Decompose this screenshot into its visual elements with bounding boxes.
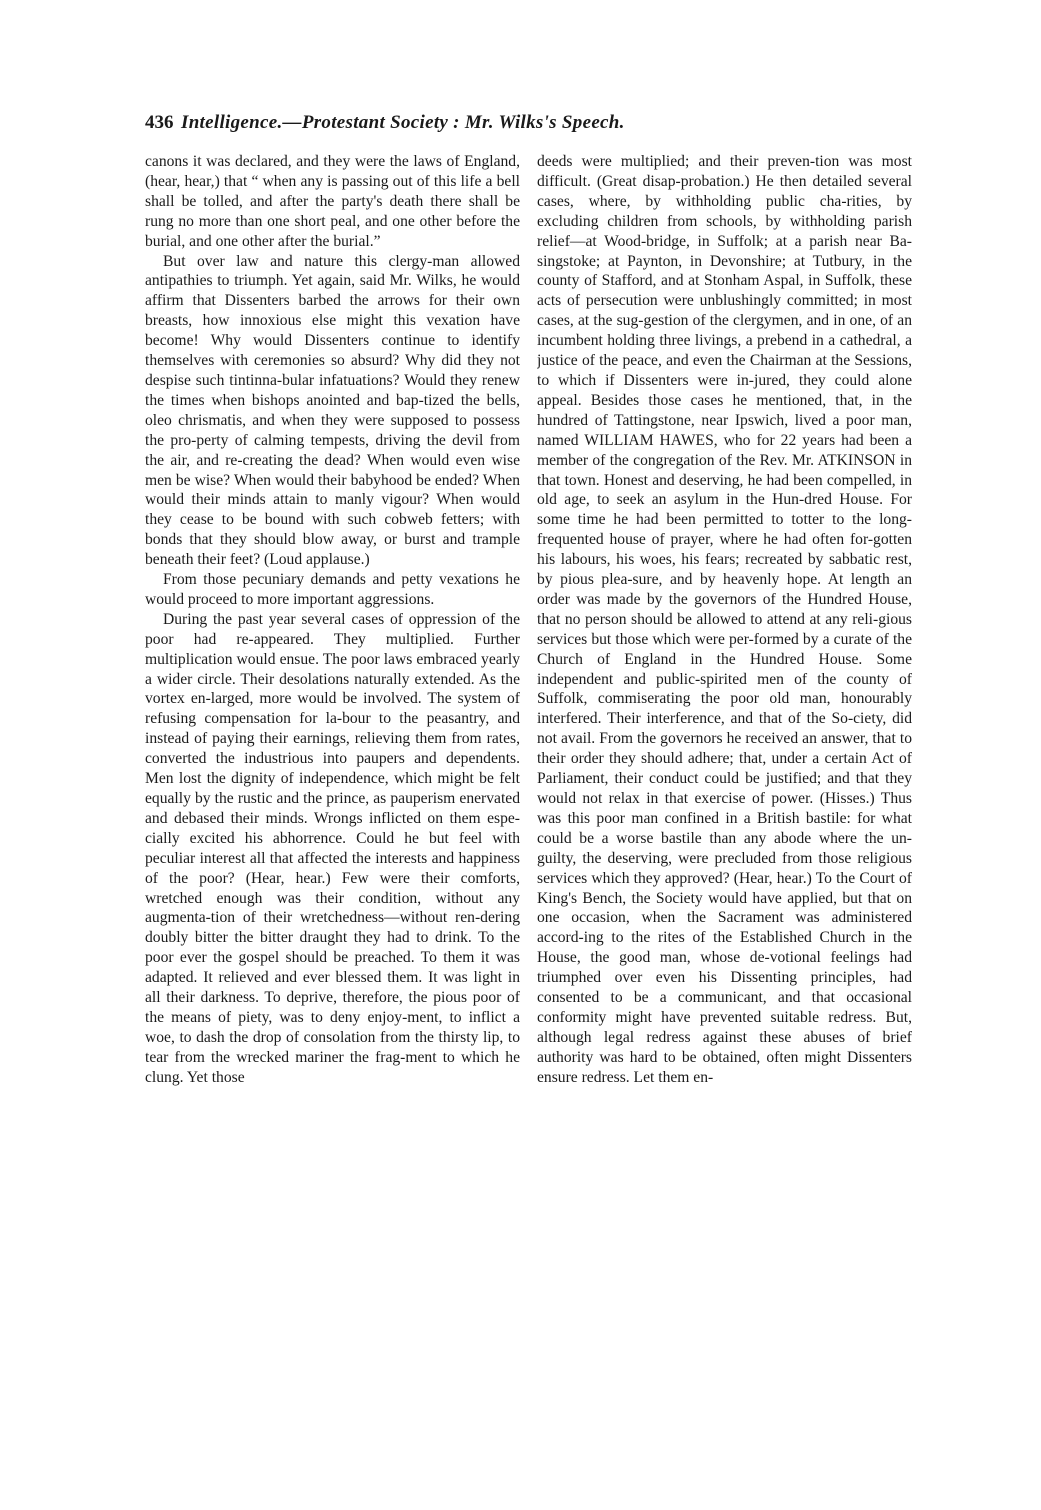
paragraph: canons it was declared, and they were the laws of England, (hear, hear,) that “ when any is passing out of this life a bell shall be tolled, and after the party's death there shall be rung no more than one short peal, and one other before the burial, and one other after the burial.” <box>145 153 520 250</box>
paragraph: During the past year several cases of oppression of the poor had re-appeared. They multiplied. Further multiplication would ensue. The poor laws embraced yearly a wider circle. Their desolations naturally extended. As the vortex en-larged, more would be involved. The system of refusing compensation for la-bour to the peasantry, and instead of paying their earnings, relieving them from rates, converted the industrious into paupers and dependents. Men lost the dignity of independence, which might be felt equally by the rustic and the prince, as pauperism enervated and debased their minds. Wrongs inflicted on them espe-cially excited his abhorrence. Could he but feel with peculiar interest all that affected the interests and happiness of the poor? (Hear, hear.) Few were their comforts, wretched enough was their condition, without any augmenta-tion of their wretchedness—without ren-dering doubly bitter the bitter draught they had to drink. To the poor ever the gospel should be preached. To them it was adapted. It relieved and ever blessed them. It was light in all their darkness. To deprive, therefore, the pious poor of the means of piety, was to deny enjoy-ment, to inflict a woe, to dash the drop of consolation from the thirsty lip, to tear from the wrecked mariner the frag-ment to which he clung. Yet those <box>145 610 520 1086</box>
page-header <box>145 112 925 138</box>
paragraph: But over law and nature this clergy-man allowed antipathies to triumph. Yet again, said Mr. Wilks, he would affirm that Dissenters barbed the arrows for their own breasts, how innoxious else might this vexation have become! Why would Dissenters continue to identify themselves with ceremonies so absurd? Why did they not despise such tintinna-bular infatuations? Would they renew the times when bishops anointed and bap-tized the bells, oleo chrismatis, and when they were supposed to possess the pro-perty of calming tempests, driving the devil from the air, and re-creating the dead? When would even wise men be wise? When would their babyhood be ended? When would their minds attain to manly vigour? When would they cease to be bound with such cobweb fetters; with bonds that they should blow away, or burst and trample beneath their feet? (Loud applause.) <box>145 252 520 569</box>
paragraph: From those pecuniary demands and petty vexations he would proceed to more important aggressions. <box>145 571 520 608</box>
right-column <box>537 152 912 1442</box>
page-number: 436 <box>145 112 174 133</box>
running-head: Intelligence.—Protestant Society : Mr. Wilks's Speech. <box>181 112 625 133</box>
left-column <box>145 152 520 1442</box>
paragraph: deeds were multiplied; and their preven-tion was most difficult. (Great disap-probation.) He then detailed several cases, where, by withholding public cha-rities, by excluding children from schools, by withholding parish relief—at Wood-bridge, in Suffolk; at a parish near Ba-singstoke; at Paynton, in Devonshire; at Tutbury, in the county of Stafford, and at Stonham Aspal, in Suffolk, these acts of persecution were unblushingly committed; in most cases, at the sug-gestion of the clergymen, and in one, of an incumbent holding three livings, a prebend in a cathedral, a justice of the peace, and even the Chairman at the Sessions, to which if Dissenters were in-jured, they could alone appeal. Besides those cases he mentioned, that, in the hundred of Tattingstone, near Ipswich, lived a poor man, named WILLIAM HAWES, who for 22 years had been a member of the congregation of the Rev. Mr. ATKINSON in that town. Honest and deserving, he had been compelled, in old age, to seek an asylum in the Hun-dred House. For some time he had been permitted to totter to the long-frequented house of prayer, where he had often for-gotten his labours, his woes, his fears; recreated by sabbatic rest, by pious plea-sure, and by heavenly hope. At length an order was made by the governors of the Hundred House, that no person should be allowed to attend at any reli-gious services but those which were per-formed by a curate of the Church of England in the Hundred House. Some independent and public-spirited men of the county of Suffolk, commiserating the poor old man, honourably interfered. Their interference, and that of the So-ciety, did not avail. From the governors he received an answer, that to their order they should adhere; that, under a certain Act of Parliament, their conduct could be justified; and that they would not relax in that exercise of power. (Hisses.) Thus was this poor man confined in a British bastile: for what could be a worse bastile than any abode where the un-guilty, the deserving, were precluded from those religious services which they approved? (Hear, hear.) To the Court of King's Bench, the Society would have applied, but that on one occasion, when the Sacrament was administered accord-ing to the rites of the Established Church in the House, the good man, whose de-votional feelings had triumphed over even his Dissenting principles, had consented to be a communicant, and that occasional conformity might have prevented suitable redress. But, although legal redress against these abuses of brief authority was hard to be obtained, often might Dissenters ensure redress. Let them en- <box>537 153 912 1086</box>
